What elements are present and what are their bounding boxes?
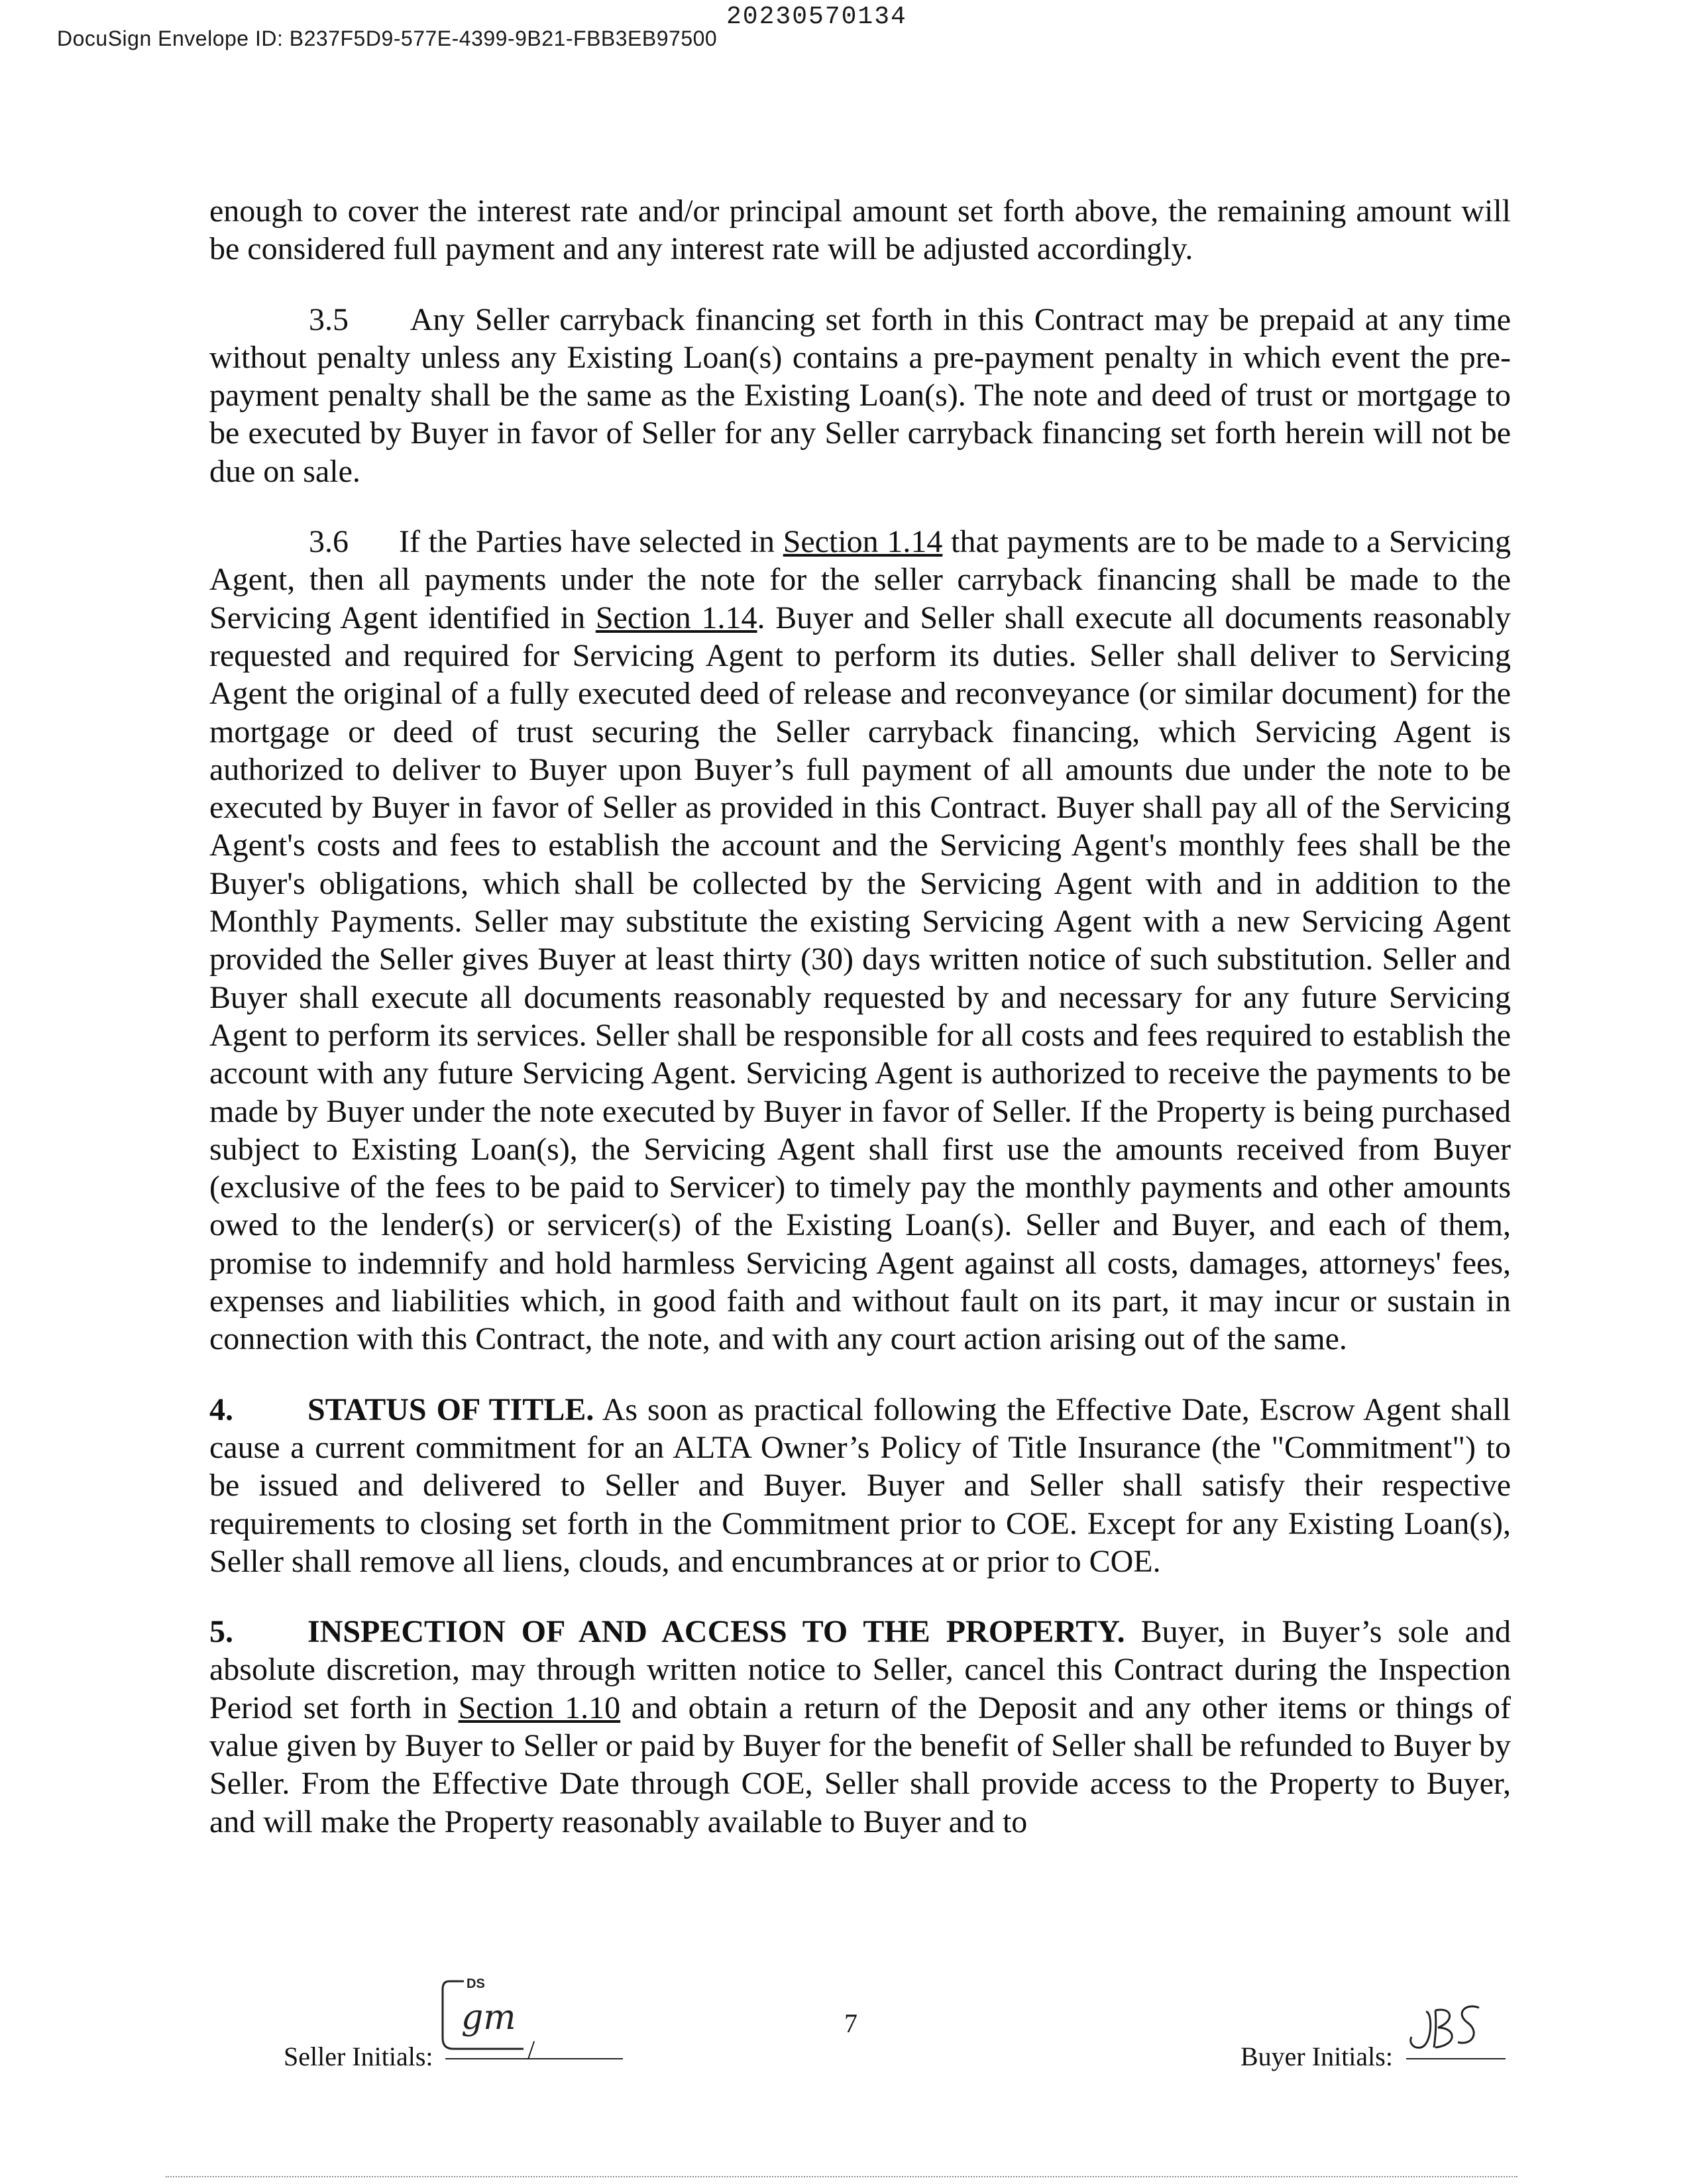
section-5-text-b: and obtain a return of the Deposit and any other items or things of value given by Buyer to Seller or paid by Buyer for the benefit of Seller shall be refunded to Buyer by Seller. From the Effective Date through COE, Seller shall provide access to the Property to Buyer, and will make the Property reasonably available to Buyer and to — [209, 1690, 1511, 1839]
document-body — [209, 192, 1511, 1873]
section-1-14-link-2[interactable]: Section 1.14 — [595, 600, 757, 635]
section-4-text: As soon as practical following the Effective Date, Escrow Agent shall cause a current commitment for an ALTA Owner’s Policy of Title Insurance (the "Commitment") to be issued and delivered to Seller and Buyer. Buyer and Seller shall satisfy their respective requirements to closing set forth in the Commitment prior to COE. Except for any Existing Loan(s), Seller shall remove all liens, clouds, and encumbrances at or prior to COE. — [209, 1392, 1512, 1579]
section-5-title: INSPECTION OF AND ACCESS TO THE PROPERTY. — [307, 1614, 1125, 1650]
section-3-6-text-c: . Buyer and Seller shall execute all documents reasonably requested and required for Servicing Agent to perform its duties. Seller shall deliver to Servicing Agent the original of a fully executed deed of release and reconveyance (or similar document) for the mortgage or deed of trust securing the Seller carryback financing, which Servicing Agent is authorized to deliver to Buyer upon Buyer’s full payment of all amounts due under the note to be executed by Buyer in favor of Seller as provided in this Contract. Buyer shall pay all of the Servicing Agent's costs and fees to establish the account and the Servicing Agent's monthly fees shall be the Buyer's obligations, which shall be collected by the Servicing Agent with and in addition to the Monthly Payments. Seller may substitute the existing Servicing Agent with a new Servicing Agent provided the Seller gives Buyer at least thirty (30) days written notice of such substitution. Seller and Buyer shall execute all documents reasonably requested by and necessary for any future Servicing Agent to perform its services. Seller shall be responsible for all costs and fees required to establish the account with any future Servicing Agent. Servicing Agent is authorized to receive the payments to be made by Buyer under the note executed by Buyer in favor of Seller. If the Property is being purchased subject to Existing Loan(s), the Servicing Agent shall first use the amounts received from Buyer (exclusive of the fees to be paid to Servicer) to timely pay the monthly payments and other amounts owed to the lender(s) or servicer(s) of the Existing Loan(s). Seller and Buyer, and each of them, promise to indemnify and hold harmless Servicing Agent against all costs, damages, attorneys' fees, expenses and liabilities which, in good faith and without fault on its part, it may incur or sustain in connection with this Contract, the note, and with any court action arising out of the same. — [209, 600, 1512, 1357]
section-4-number: 4. — [209, 1392, 233, 1427]
section-1-14-link[interactable]: Section 1.14 — [783, 524, 943, 560]
seller-initials-signature: gm — [461, 1998, 516, 2038]
section-4-title: STATUS OF TITLE. — [307, 1392, 594, 1427]
ds-tag: DS — [467, 1977, 485, 1991]
buyer-initials-label: Buyer Initials: — [1240, 2042, 1393, 2071]
docusign-envelope-id: DocuSign Envelope ID: B237F5D9-577E-4399-9B21-FBB3EB97500 — [57, 27, 718, 50]
section-5-number: 5. — [209, 1614, 233, 1650]
buyer-initials-signature — [1406, 1998, 1486, 2058]
document-number: 20230570134 — [726, 3, 907, 31]
paragraph-continuation: enough to cover the interest rate and/or principal amount set forth above, the remaining amount will be considered full payment and any interest rate will be adjusted accordingly. — [209, 193, 1511, 267]
section-3-6-text-a: 3.6 If the Parties have selected in — [309, 524, 783, 560]
section-1-10-link[interactable]: Section 1.10 — [458, 1690, 621, 1725]
section-5-text-a: Buyer, in Buyer’s sole and absolute discretion, may through written notice to Seller, cancel this Contract during the Inspection Period set forth in — [209, 1614, 1511, 1725]
section-5 — [209, 1613, 1511, 1841]
page-footer — [0, 1961, 1707, 2094]
page-number: 7 — [844, 2008, 857, 2038]
bottom-rule — [166, 2176, 1517, 2177]
seller-initials-label: Seller Initials: — [284, 2042, 433, 2071]
buyer-initials-line — [1406, 2058, 1506, 2059]
initials-slash: / — [527, 2035, 535, 2065]
section-3-6-text-b: that payments are to be made to a Servicing Agent, then all payments under the note for the seller carryback financing shall be made to the Servicing Agent identified in — [209, 524, 1512, 635]
section-3-5: 3.5 Any Seller carryback financing set forth in this Contract may be prepaid at any time without penalty unless any Existing Loan(s) contains a pre-payment penalty in which event the pre-payment penalty shall be the same as the Existing Loan(s). The note and deed of trust or mortgage to be executed by Buyer in favor of Seller for any Seller carryback financing set forth herein will not be due on sale. — [209, 301, 1511, 489]
section-3-6 — [209, 523, 1511, 1358]
docusign-initials-stamp — [439, 1975, 525, 2053]
section-4 — [209, 1391, 1511, 1580]
